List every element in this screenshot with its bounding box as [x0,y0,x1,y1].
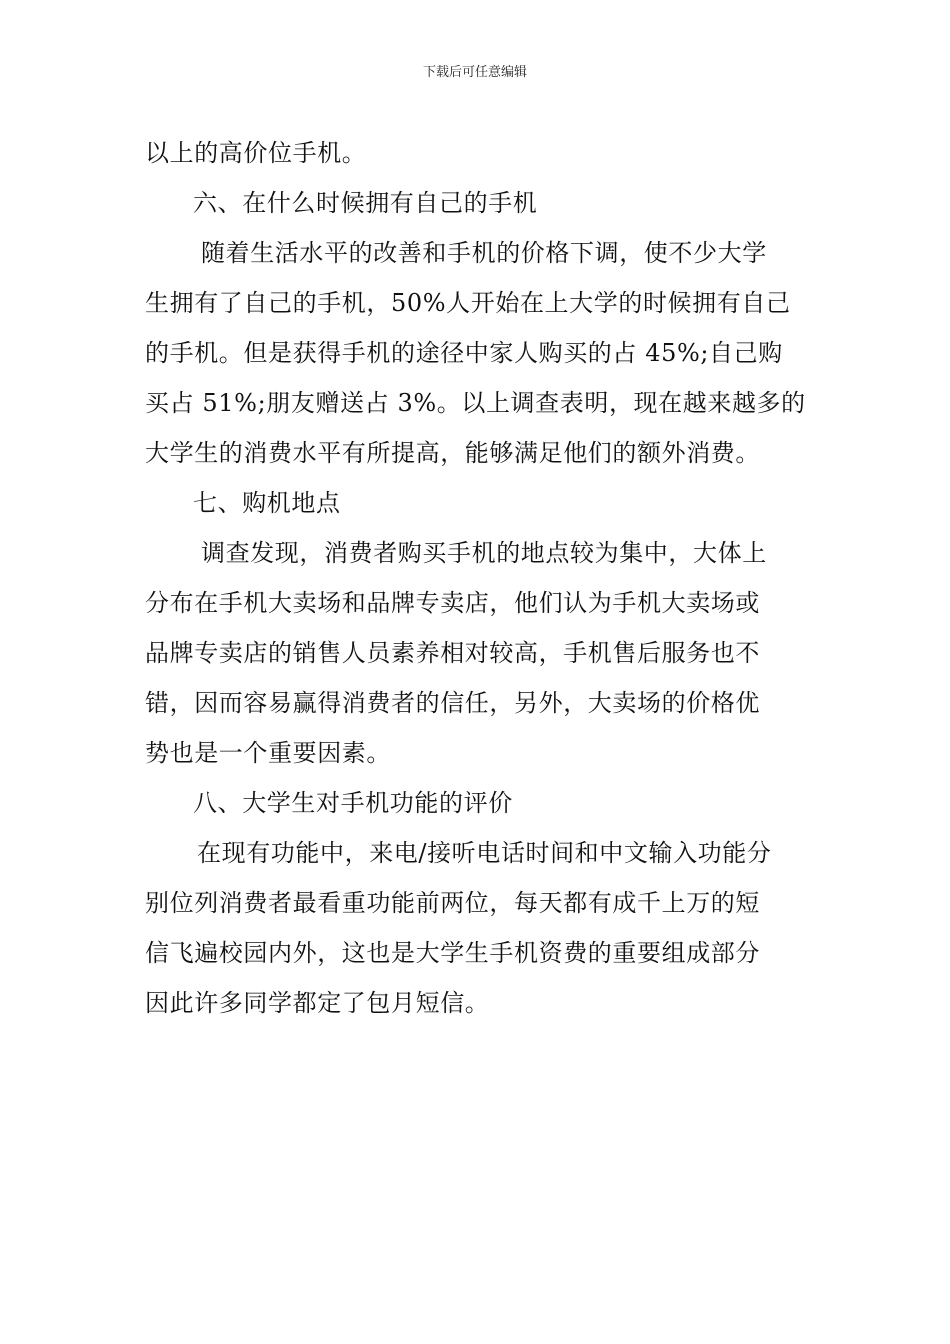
section-heading-8: 八、大学生对手机功能的评价 [193,789,513,817]
document-body [145,128,809,1028]
paragraph-line: 以上的高价位手机。 [145,139,367,167]
paragraph-line: 在现有功能中，来电/接听电话时间和中文输入功能分 [197,839,772,867]
paragraph-line: 大学生的消费水平有所提高，能够满足他们的额外消费。 [145,439,760,467]
section-heading-6: 六、在什么时候拥有自己的手机 [193,189,538,217]
paragraph-line: 品牌专卖店的销售人员素养相对较高，手机售后服务也不 [145,639,760,667]
paragraph-line: 生拥有了自己的手机，50%人开始在上大学的时候拥有自己 [145,289,791,317]
section-heading-7: 七、购机地点 [193,489,341,517]
paragraph-line: 买占 51%;朋友赠送占 3%。以上调查表明，现在越来越多的 [145,389,806,417]
paragraph-line: 错，因而容易赢得消费者的信任，另外，大卖场的价格优 [145,689,760,717]
page-header: 下载后可任意编辑 [422,65,527,80]
paragraph-line: 势也是一个重要因素。 [145,739,391,767]
paragraph-line: 的手机。但是获得手机的途径中家人购买的占 45%;自己购 [145,339,783,367]
paragraph-line: 因此许多同学都定了包月短信。 [145,989,490,1017]
paragraph-line: 调查发现，消费者购买手机的地点较为集中，大体上 [201,539,767,567]
paragraph-line: 别位列消费者最看重功能前两位，每天都有成千上万的短 [145,889,760,917]
paragraph-line: 信飞遍校园内外，这也是大学生手机资费的重要组成部分 [145,939,760,967]
paragraph-line: 分布在手机大卖场和品牌专卖店，他们认为手机大卖场或 [145,589,760,617]
paragraph-line: 随着生活水平的改善和手机的价格下调，使不少大学 [201,239,767,267]
